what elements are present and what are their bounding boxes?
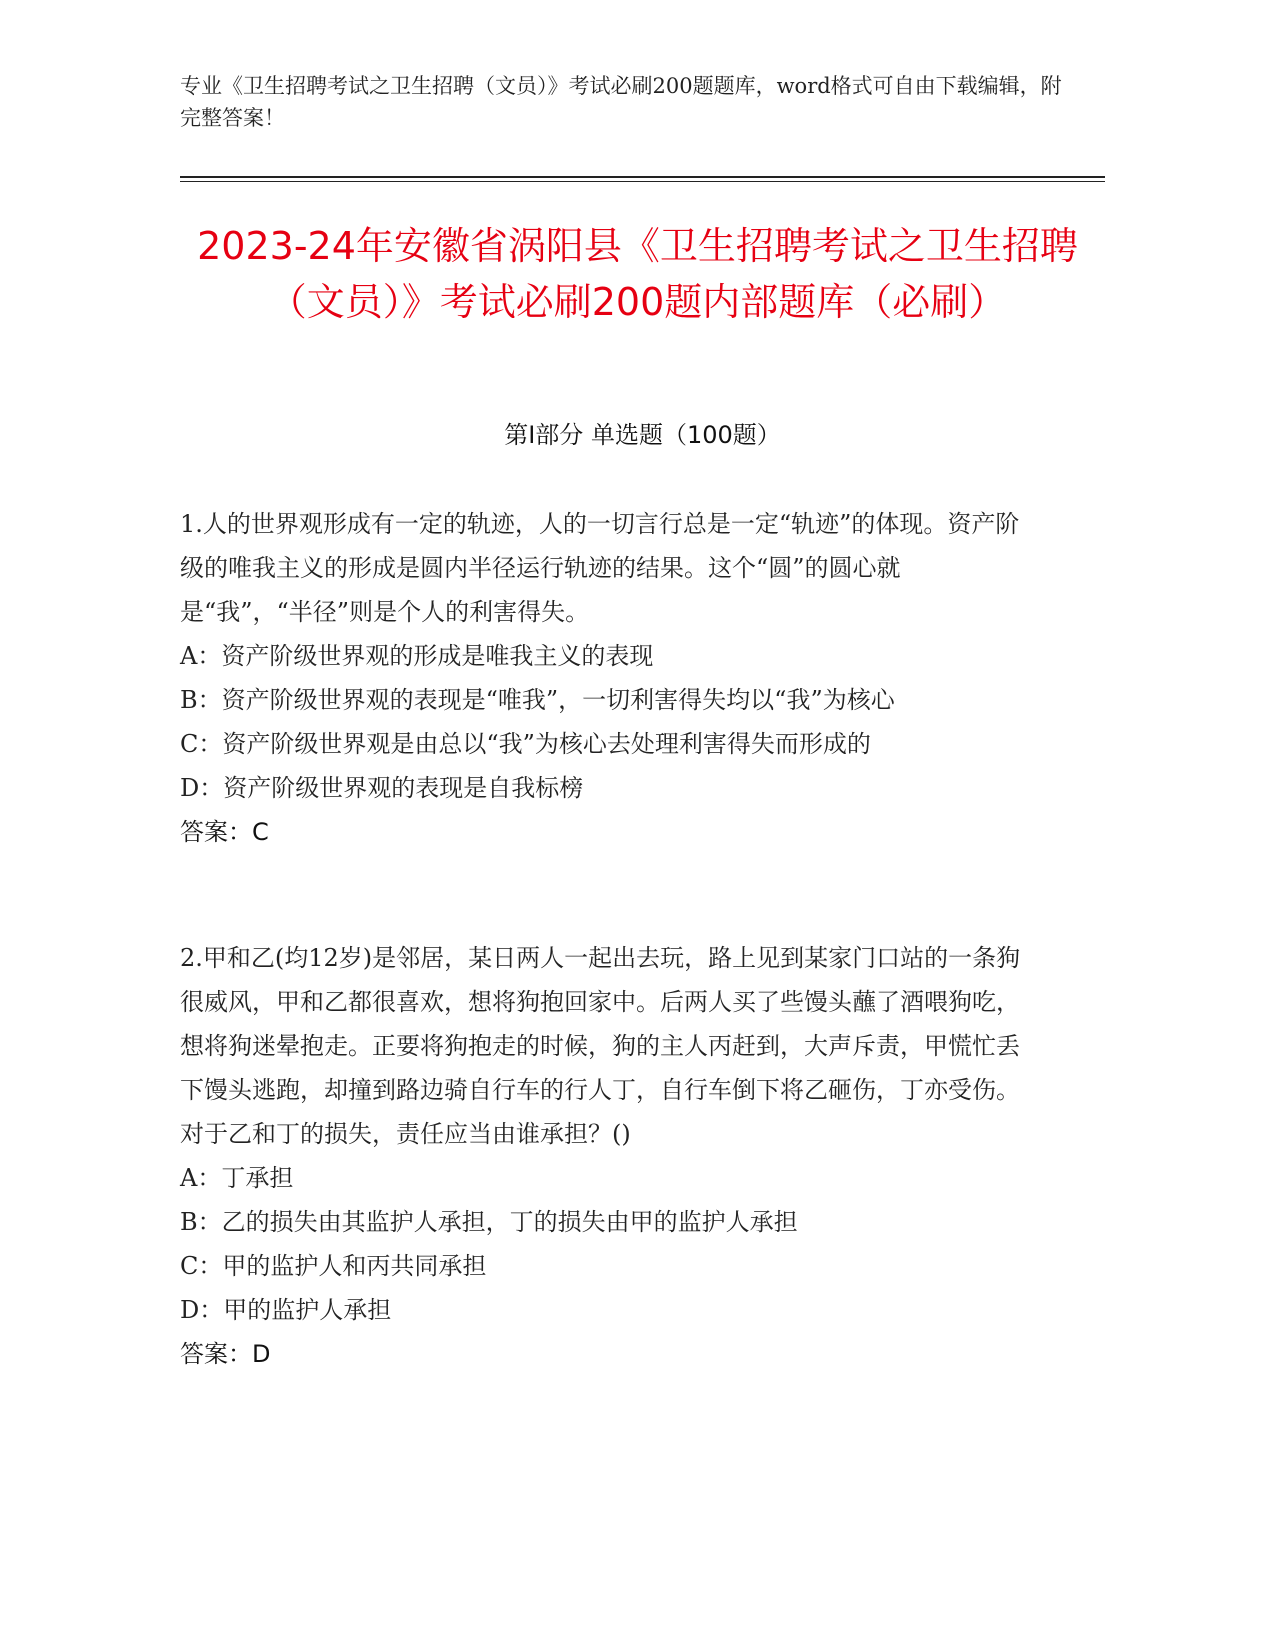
question-2 — [180, 936, 1030, 1376]
option-d: D：甲的监护人承担 — [180, 1296, 392, 1324]
option-d: D：资产阶级世界观的表现是自我标榜 — [180, 774, 584, 802]
question-1 — [180, 502, 1030, 854]
option-a: A：资产阶级世界观的形成是唯我主义的表现 — [180, 642, 654, 670]
header-rule-thick — [180, 176, 1105, 178]
option-b: B：资产阶级世界观的表现是“唯我”，一切利害得失均以“我”为核心 — [180, 686, 895, 714]
option-a: A：丁承担 — [180, 1164, 294, 1192]
question-stem: 1.人的世界观形成有一定的轨迹，人的一切言行总是一定“轨迹”的体现。资产阶级的唯我主义的形成是圆内半径运行轨迹的结果。这个“圆”的圆心就是“我”，“半径”则是个人的利害得失。 — [180, 510, 1020, 626]
answer-line: 答案：C — [180, 818, 269, 846]
document-title: 2023-24年安徽省涡阳县《卫生招聘考试之卫生招聘（文员）》考试必刷200题内部题库（必刷） — [197, 224, 1078, 324]
option-b: B：乙的损失由其监护人承担，丁的损失由甲的监护人承担 — [180, 1208, 798, 1236]
header-rule-thin — [180, 181, 1105, 182]
answer-line: 答案：D — [180, 1340, 271, 1368]
option-c: C：资产阶级世界观是由总以“我”为核心去处理利害得失而形成的 — [180, 730, 871, 758]
option-c: C：甲的监护人和丙共同承担 — [180, 1252, 487, 1280]
question-stem: 2.甲和乙(均12岁)是邻居，某日两人一起出去玩，路上见到某家门口站的一条狗很威风，甲和乙都很喜欢，想将狗抱回家中。后两人买了些馒头蘸了酒喂狗吃，想将狗迷晕抱走。正要将狗抱走的时候，狗的主人丙赶到，大声斥责，甲慌忙丢下馒头逃跑，却撞到路边骑自行车的行人丁，自行车倒下将乙砸伤，丁亦受伤。对于乙和丁的损失，责任应当由谁承担？() — [180, 944, 1021, 1148]
header-note: 专业《卫生招聘考试之卫生招聘（文员）》考试必刷200题题库，word格式可自由下载编辑，附完整答案！ — [180, 74, 1062, 130]
section-heading: 第I部分 单选题（100题） — [504, 421, 781, 449]
